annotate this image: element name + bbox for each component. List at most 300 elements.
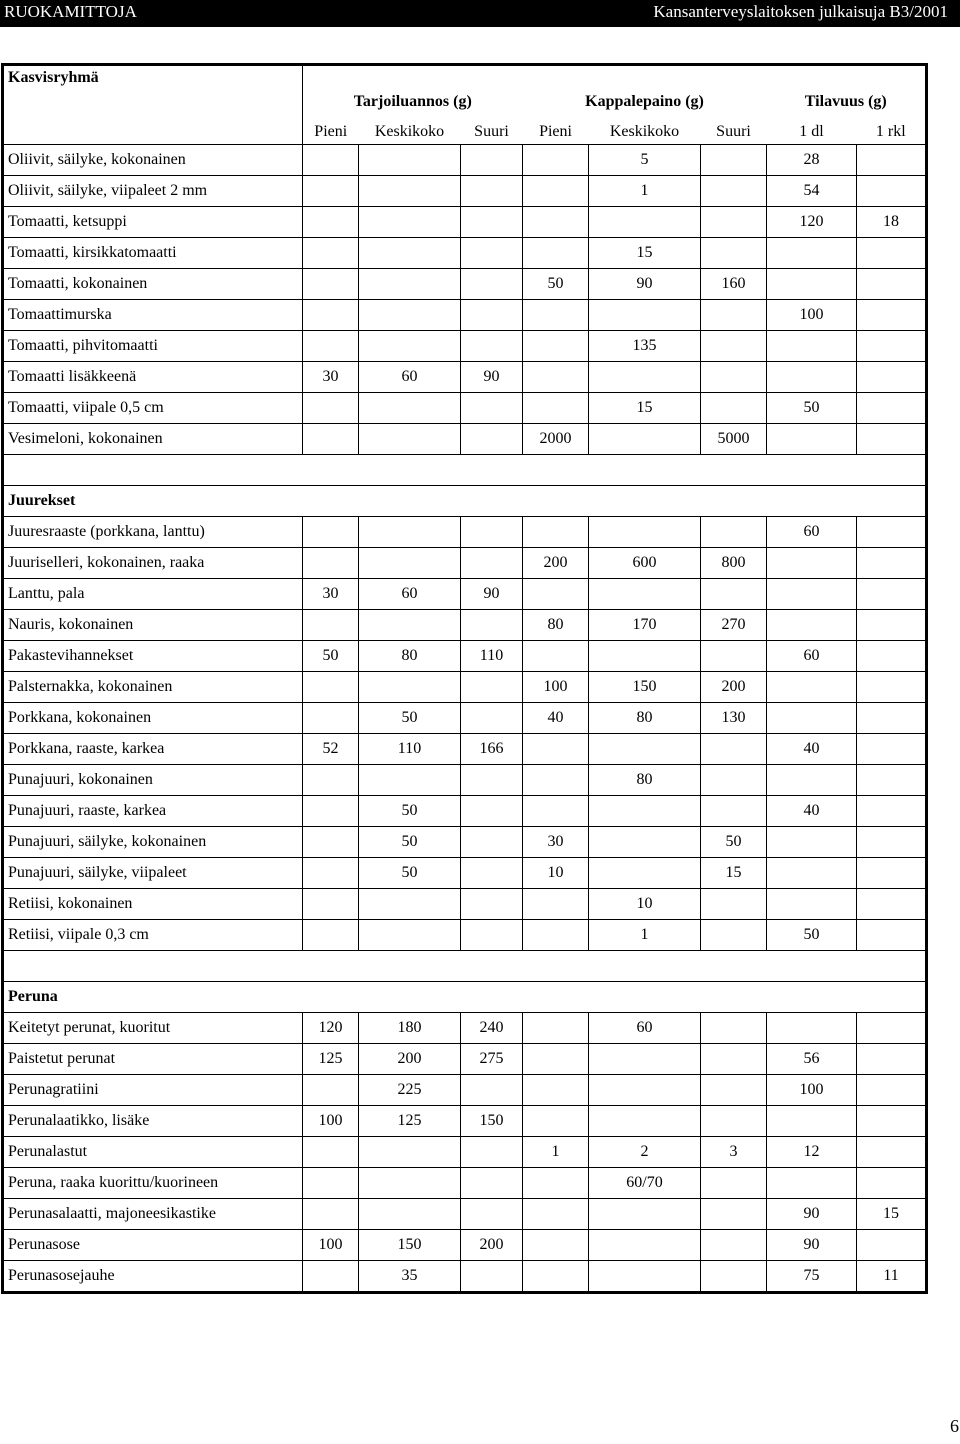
value-cell: 225 [359, 1075, 461, 1106]
value-cell [767, 1013, 857, 1044]
value-cell [701, 641, 767, 672]
table-row [3, 889, 927, 920]
value-cell: 56 [767, 1044, 857, 1075]
value-cell [857, 579, 927, 610]
value-cell [857, 1106, 927, 1137]
value-cell [303, 393, 359, 424]
value-cell [701, 1168, 767, 1199]
value-cell: 100 [523, 672, 589, 703]
value-cell: 10 [523, 858, 589, 889]
value-cell [857, 362, 927, 393]
value-cell [857, 300, 927, 331]
table-row [3, 610, 927, 641]
value-cell [857, 424, 927, 455]
table-row [3, 641, 927, 672]
value-cell [303, 548, 359, 579]
table-row [3, 858, 927, 889]
value-cell [303, 1168, 359, 1199]
value-cell: 15 [589, 393, 701, 424]
value-cell [767, 238, 857, 269]
table-row [3, 517, 927, 548]
value-cell [701, 579, 767, 610]
value-cell [303, 765, 359, 796]
value-cell: 60/70 [589, 1168, 701, 1199]
value-cell: 60 [767, 641, 857, 672]
table-row [3, 920, 927, 951]
value-cell: 15 [857, 1199, 927, 1230]
value-cell: 100 [767, 300, 857, 331]
value-cell [359, 238, 461, 269]
table-row [3, 827, 927, 858]
value-cell: 1 [589, 920, 701, 951]
value-cell [461, 1199, 523, 1230]
value-cell [523, 207, 589, 238]
value-cell [523, 145, 589, 176]
value-cell: 60 [589, 1013, 701, 1044]
value-cell [701, 393, 767, 424]
value-cell [701, 517, 767, 548]
value-cell [701, 207, 767, 238]
value-cell [303, 176, 359, 207]
value-cell: 100 [303, 1106, 359, 1137]
food-name: Tomaatti, pihvitomaatti [3, 331, 303, 362]
value-cell [359, 517, 461, 548]
value-cell: 90 [767, 1230, 857, 1261]
value-cell [359, 176, 461, 207]
value-cell [359, 393, 461, 424]
food-name: Keitetyt perunat, kuoritut [3, 1013, 303, 1044]
subheader-cell: Keskikoko [359, 110, 461, 145]
table-row [3, 734, 927, 765]
value-cell [523, 796, 589, 827]
value-cell [857, 238, 927, 269]
value-cell [767, 889, 857, 920]
value-cell [589, 362, 701, 393]
value-cell: 240 [461, 1013, 523, 1044]
value-cell [523, 362, 589, 393]
value-cell [523, 889, 589, 920]
food-name: Retiisi, kokonainen [3, 889, 303, 920]
value-cell [303, 889, 359, 920]
value-cell [303, 424, 359, 455]
food-name: Nauris, kokonainen [3, 610, 303, 641]
value-cell: 80 [589, 765, 701, 796]
value-cell [359, 1168, 461, 1199]
value-cell: 50 [701, 827, 767, 858]
value-cell [857, 889, 927, 920]
value-cell [303, 269, 359, 300]
value-cell [303, 1075, 359, 1106]
value-cell: 30 [303, 579, 359, 610]
value-cell [523, 238, 589, 269]
value-cell [767, 331, 857, 362]
value-cell: 200 [359, 1044, 461, 1075]
value-cell: 35 [359, 1261, 461, 1293]
value-cell [461, 331, 523, 362]
value-cell [857, 176, 927, 207]
value-cell [523, 1261, 589, 1293]
value-cell [303, 238, 359, 269]
value-cell: 11 [857, 1261, 927, 1293]
food-name: Oliivit, säilyke, viipaleet 2 mm [3, 176, 303, 207]
value-cell [523, 765, 589, 796]
value-cell [359, 331, 461, 362]
value-cell [589, 641, 701, 672]
value-cell: 50 [767, 393, 857, 424]
value-cell [461, 207, 523, 238]
table-row [3, 1230, 927, 1261]
value-cell [767, 424, 857, 455]
value-cell [523, 331, 589, 362]
value-cell [857, 765, 927, 796]
value-cell [589, 858, 701, 889]
subheader-cell: Keskikoko [589, 110, 701, 145]
value-cell [523, 1106, 589, 1137]
table-row [3, 145, 927, 176]
value-cell [461, 548, 523, 579]
value-cell [303, 920, 359, 951]
value-cell [767, 703, 857, 734]
table-row [3, 1044, 927, 1075]
value-cell [523, 300, 589, 331]
value-cell: 52 [303, 734, 359, 765]
value-cell: 10 [589, 889, 701, 920]
value-cell [857, 796, 927, 827]
value-cell [523, 1013, 589, 1044]
value-cell [767, 1106, 857, 1137]
value-cell: 125 [303, 1044, 359, 1075]
value-cell [461, 889, 523, 920]
value-cell [303, 1199, 359, 1230]
value-cell [461, 424, 523, 455]
value-cell: 60 [767, 517, 857, 548]
value-cell: 100 [303, 1230, 359, 1261]
value-cell [303, 300, 359, 331]
value-cell [303, 1261, 359, 1293]
table-row [3, 672, 927, 703]
value-cell: 40 [523, 703, 589, 734]
food-name: Retiisi, viipale 0,3 cm [3, 920, 303, 951]
value-cell [767, 269, 857, 300]
table-row [3, 331, 927, 362]
table-row [3, 703, 927, 734]
value-cell [857, 827, 927, 858]
value-cell: 120 [303, 1013, 359, 1044]
value-cell [461, 300, 523, 331]
value-cell [359, 300, 461, 331]
value-cell [359, 269, 461, 300]
food-name: Perunasosejauhe [3, 1261, 303, 1293]
value-cell [857, 1168, 927, 1199]
section-heading-row [3, 982, 927, 1013]
table-row [3, 362, 927, 393]
group-volume: Tilavuus (g) [804, 93, 887, 110]
value-cell [701, 331, 767, 362]
food-name: Punajuuri, raaste, karkea [3, 796, 303, 827]
value-cell [589, 424, 701, 455]
value-cell [857, 703, 927, 734]
value-cell [857, 1075, 927, 1106]
food-name: Juuresraaste (porkkana, lanttu) [3, 517, 303, 548]
food-name: Tomaatti, viipale 0,5 cm [3, 393, 303, 424]
value-cell [701, 1199, 767, 1230]
table-row [3, 393, 927, 424]
value-cell: 40 [767, 734, 857, 765]
group-serving: Tarjoiluannos (g) [353, 93, 472, 110]
value-cell: 75 [767, 1261, 857, 1293]
value-cell [589, 1075, 701, 1106]
value-cell: 270 [701, 610, 767, 641]
value-cell [303, 517, 359, 548]
measures-table [1, 63, 928, 1294]
food-name: Porkkana, raaste, karkea [3, 734, 303, 765]
value-cell [461, 1137, 523, 1168]
value-cell [589, 796, 701, 827]
value-cell [303, 207, 359, 238]
section-heading: Peruna [3, 982, 927, 1013]
value-cell [767, 765, 857, 796]
value-cell [461, 1261, 523, 1293]
value-cell [701, 1261, 767, 1293]
value-cell: 60 [359, 579, 461, 610]
table-row [3, 1137, 927, 1168]
value-cell [523, 176, 589, 207]
value-cell [701, 362, 767, 393]
table-row [3, 579, 927, 610]
value-cell [701, 1230, 767, 1261]
value-cell: 275 [461, 1044, 523, 1075]
food-name: Peruna, raaka kuorittu/kuorineen [3, 1168, 303, 1199]
value-cell: 180 [359, 1013, 461, 1044]
value-cell [857, 1013, 927, 1044]
value-cell [461, 145, 523, 176]
value-cell [589, 517, 701, 548]
value-cell [589, 1199, 701, 1230]
value-cell [857, 1230, 927, 1261]
value-cell [359, 1137, 461, 1168]
table-row [3, 269, 927, 300]
table-row [3, 176, 927, 207]
value-cell [589, 1106, 701, 1137]
value-cell [303, 858, 359, 889]
value-cell: 18 [857, 207, 927, 238]
group-column-header: Kasvisryhmä [3, 65, 303, 111]
value-cell: 200 [701, 672, 767, 703]
header-title: RUOKAMITTOJA [4, 2, 137, 21]
value-cell [303, 1137, 359, 1168]
value-cell [461, 393, 523, 424]
value-cell [589, 827, 701, 858]
table-row [3, 424, 927, 455]
table-row [3, 765, 927, 796]
value-cell: 110 [461, 641, 523, 672]
value-cell: 170 [589, 610, 701, 641]
value-cell: 166 [461, 734, 523, 765]
value-cell [589, 1230, 701, 1261]
value-cell: 15 [701, 858, 767, 889]
group-piece-weight: Kappalepaino (g) [585, 93, 704, 110]
table-row [3, 1261, 927, 1293]
value-cell: 2 [589, 1137, 701, 1168]
food-name: Perunalastut [3, 1137, 303, 1168]
subheader-cell: 1 dl [767, 110, 857, 145]
value-cell [461, 517, 523, 548]
food-name: Oliivit, säilyke, kokonainen [3, 145, 303, 176]
table-row [3, 1013, 927, 1044]
value-cell [589, 1261, 701, 1293]
food-name: Tomaatti, kirsikkatomaatti [3, 238, 303, 269]
value-cell: 30 [303, 362, 359, 393]
value-cell: 1 [523, 1137, 589, 1168]
food-name: Tomaatti lisäkkeenä [3, 362, 303, 393]
food-name: Lanttu, pala [3, 579, 303, 610]
value-cell [461, 610, 523, 641]
food-name: Palsternakka, kokonainen [3, 672, 303, 703]
value-cell: 28 [767, 145, 857, 176]
value-cell: 80 [589, 703, 701, 734]
value-cell: 100 [767, 1075, 857, 1106]
food-name: Pakastevihannekset [3, 641, 303, 672]
value-cell [523, 641, 589, 672]
table-row [3, 548, 927, 579]
food-name: Tomaatti, kokonainen [3, 269, 303, 300]
value-cell: 200 [461, 1230, 523, 1261]
value-cell: 54 [767, 176, 857, 207]
section-heading-row [3, 486, 927, 517]
value-cell: 90 [589, 269, 701, 300]
value-cell: 135 [589, 331, 701, 362]
subheader-row [3, 110, 927, 145]
value-cell [701, 176, 767, 207]
value-cell [701, 765, 767, 796]
value-cell [523, 1199, 589, 1230]
value-cell [857, 1137, 927, 1168]
value-cell [461, 765, 523, 796]
value-cell: 12 [767, 1137, 857, 1168]
value-cell [303, 672, 359, 703]
table-row [3, 238, 927, 269]
value-cell [701, 238, 767, 269]
value-cell [359, 1199, 461, 1230]
table-row [3, 796, 927, 827]
value-cell [461, 1168, 523, 1199]
subheader-cell: Suuri [461, 110, 523, 145]
value-cell [767, 579, 857, 610]
value-cell [523, 517, 589, 548]
value-cell [767, 672, 857, 703]
value-cell [701, 889, 767, 920]
value-cell: 5 [589, 145, 701, 176]
page-number: 6 [950, 1416, 959, 1436]
table-row [3, 1199, 927, 1230]
value-cell [857, 920, 927, 951]
value-cell [523, 579, 589, 610]
value-cell [461, 920, 523, 951]
section-heading: Juurekset [3, 486, 927, 517]
value-cell [589, 300, 701, 331]
value-cell: 60 [359, 362, 461, 393]
value-cell [857, 269, 927, 300]
value-cell [857, 1044, 927, 1075]
food-name: Punajuuri, säilyke, kokonainen [3, 827, 303, 858]
value-cell [767, 610, 857, 641]
food-name: Perunasose [3, 1230, 303, 1261]
value-cell [359, 207, 461, 238]
value-cell [857, 331, 927, 362]
value-cell [303, 827, 359, 858]
value-cell [359, 548, 461, 579]
value-cell: 800 [701, 548, 767, 579]
value-cell: 50 [767, 920, 857, 951]
value-cell [767, 548, 857, 579]
food-name: Punajuuri, säilyke, viipaleet [3, 858, 303, 889]
value-cell [767, 858, 857, 889]
value-cell [303, 703, 359, 734]
value-cell [461, 269, 523, 300]
value-cell [523, 920, 589, 951]
value-cell: 125 [359, 1106, 461, 1137]
food-name: Paistetut perunat [3, 1044, 303, 1075]
table-row [3, 1075, 927, 1106]
value-cell [589, 734, 701, 765]
food-name: Tomaatti, ketsuppi [3, 207, 303, 238]
value-cell [523, 1075, 589, 1106]
food-name: Perunasalaatti, majoneesikastike [3, 1199, 303, 1230]
value-cell: 5000 [701, 424, 767, 455]
subheader-spacer [3, 110, 303, 145]
food-name: Perunagratiini [3, 1075, 303, 1106]
value-cell [359, 424, 461, 455]
value-cell: 600 [589, 548, 701, 579]
subheader-cell: 1 rkl [857, 110, 927, 145]
value-cell: 50 [359, 796, 461, 827]
food-name: Juuriselleri, kokonainen, raaka [3, 548, 303, 579]
value-cell: 30 [523, 827, 589, 858]
value-cell [857, 517, 927, 548]
table-row [3, 300, 927, 331]
value-cell: 160 [701, 269, 767, 300]
value-cell [359, 765, 461, 796]
gap-cell [3, 951, 927, 982]
value-cell [359, 145, 461, 176]
value-cell [359, 672, 461, 703]
value-cell [589, 207, 701, 238]
value-cell [701, 796, 767, 827]
subheader-cell: Suuri [701, 110, 767, 145]
value-cell: 50 [359, 703, 461, 734]
value-cell [461, 176, 523, 207]
value-cell [701, 920, 767, 951]
value-cell [701, 1106, 767, 1137]
value-cell [589, 1044, 701, 1075]
subheader-cell: Pieni [303, 110, 359, 145]
value-cell [701, 734, 767, 765]
table-row [3, 1106, 927, 1137]
value-cell: 130 [701, 703, 767, 734]
value-cell [461, 703, 523, 734]
value-cell: 90 [461, 579, 523, 610]
section-gap [3, 951, 927, 982]
header-publication: Kansanterveyslaitoksen julkaisuja B3/2001 [653, 2, 948, 21]
value-cell: 110 [359, 734, 461, 765]
value-cell [767, 827, 857, 858]
gap-cell [3, 455, 927, 486]
value-cell: 200 [523, 548, 589, 579]
value-cell [359, 920, 461, 951]
table-row [3, 207, 927, 238]
value-cell [857, 548, 927, 579]
value-cell [857, 672, 927, 703]
